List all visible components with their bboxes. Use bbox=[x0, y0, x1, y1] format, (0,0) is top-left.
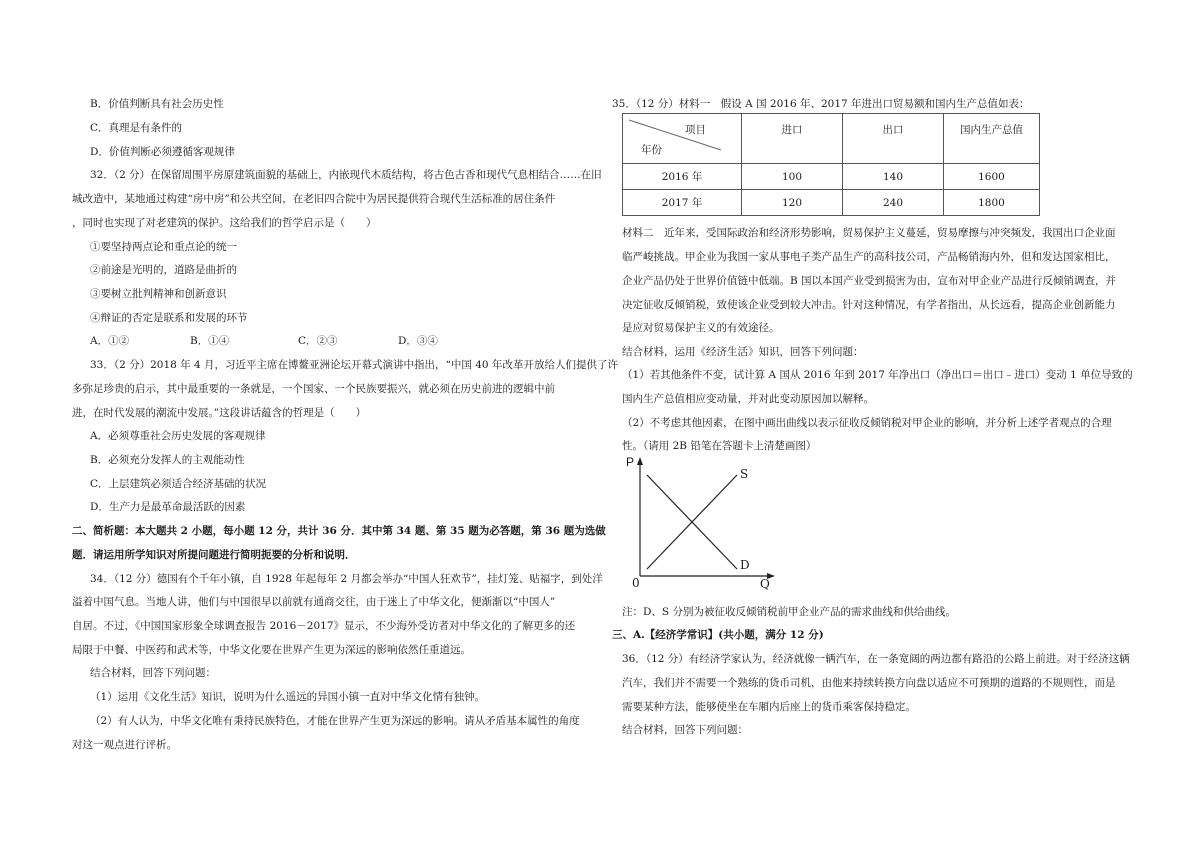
q31-option-c: C．真理是有条件的 bbox=[90, 122, 183, 134]
header-import: 进口 bbox=[742, 114, 843, 164]
q33-option-a: A．必须尊重社会历史发展的客观规律 bbox=[90, 430, 266, 442]
q36-prompt: 结合材料，回答下列问题： bbox=[622, 724, 748, 736]
q33-stem-line-1: 33．（2 分）2018 年 4 月，习近平主席在博鳌亚洲论坛开幕式演讲中指出，“中国 40 年改革开放给人们提供了许 bbox=[90, 359, 618, 371]
q34-stem-line-3: 自居。不过，《中国国家形象全球调查报告 2016－2017》显示，不少海外受访者对中华文化的了解更多的还 bbox=[72, 620, 576, 632]
q36-stem-line-1: 36．（12 分）有经济学家认为，经济就像一辆汽车，在一条宽阔的两边都有路沿的公路上前进。对于经济这辆 bbox=[622, 653, 1130, 665]
origin-label: 0 bbox=[632, 576, 640, 590]
row-export: 240 bbox=[843, 190, 944, 216]
curve-label-s: S bbox=[740, 467, 749, 481]
q33-stem-line-3: 进，在时代发展的潮流中发展。”这段讲话蕴含的哲理是（ ） bbox=[72, 407, 367, 419]
q34-question-1: （1）运用《文化生活》知识，说明为什么遥远的异国小镇一直对中华文化情有独钟。 bbox=[90, 691, 486, 703]
q32-stem-line-2: 城改造中，某地通过构建“房中房”和公共空间，在老旧四合院中为居民提供符合现代生活标准的居住条件 bbox=[72, 193, 556, 205]
row-gdp: 1600 bbox=[944, 164, 1040, 190]
q35-heading: 35．（12 分）材料一 假设 A 国 2016 年、2017 年进出口贸易额和国内生产总值如表： bbox=[612, 98, 1030, 110]
q34-stem-line-1: 34．（12 分）德国有个千年小镇，自 1928 年起每年 2 月都会举办“中国人狂欢节”，挂灯笼、贴福字，到处洋 bbox=[90, 573, 603, 585]
q32-item-3: ③要树立批判精神和创新意识 bbox=[90, 288, 227, 300]
q33-option-b: B．必须充分发挥人的主观能动性 bbox=[90, 454, 245, 466]
curve-label-d: D bbox=[740, 558, 750, 572]
q36-stem-line-3: 需要某种方法，能够使坐在车厢内后座上的货币乘客保持稳定。 bbox=[622, 701, 916, 713]
q33-option-d: D．生产力是最革命最活跃的因素 bbox=[90, 501, 246, 513]
q34-stem-line-2: 溢着中国气息。当地人讲，他们与中国很早以前就有通商交往，由于迷上了中华文化，便渐渐以“中国人” bbox=[72, 596, 556, 608]
table-header-row bbox=[623, 114, 1040, 164]
supply-demand-graph bbox=[620, 455, 780, 590]
q32-choice-b: B．①④ bbox=[190, 335, 230, 347]
trade-table bbox=[622, 113, 1040, 216]
graph-axes bbox=[620, 455, 780, 590]
section-2-heading-line-2: 题．请运用所学知识对所提问题进行简明扼要的分析和说明． bbox=[72, 549, 356, 561]
q31-option-d: D．价值判断必须遵循客观规律 bbox=[90, 146, 235, 158]
material-2-line-2: 临严峻挑战。甲企业为我国一家从事电子类产品生产的高科技公司，产品畅销海内外，但和发达国家相比， bbox=[622, 251, 1116, 263]
q35-question-1-line-2: 国内生产总值相应变动量，并对此变动原因加以解释。 bbox=[622, 393, 874, 405]
axis-label-p: P bbox=[626, 455, 635, 469]
corner-item-label: 项目 bbox=[685, 124, 706, 136]
q32-item-2: ②前途是光明的，道路是曲折的 bbox=[90, 264, 237, 276]
q34-question-2-line-2: 对这一观点进行评析。 bbox=[72, 739, 177, 751]
q35-question-2-line-2: 性。（请用 2B 铅笔在答题卡上清楚画图） bbox=[622, 440, 817, 452]
row-year: 2016 年 bbox=[623, 164, 742, 190]
table-row bbox=[623, 190, 1040, 216]
row-import: 100 bbox=[742, 164, 843, 190]
graph-note: 注：D、S 分别为被征收反倾销税前甲企业产品的需求曲线和供给曲线。 bbox=[622, 606, 956, 618]
header-gdp: 国内生产总值 bbox=[944, 114, 1040, 164]
q31-option-b: B．价值判断具有社会历史性 bbox=[90, 98, 224, 110]
q32-item-4: ④辩证的否定是联系和发展的环节 bbox=[90, 312, 248, 324]
q34-question-2-line-1: （2）有人认为，中华文化唯有秉持民族特色，才能在世界产生更为深远的影响。请从矛盾基本属性的角度 bbox=[90, 715, 580, 727]
table-row bbox=[623, 164, 1040, 190]
material-2-line-1: 材料二 近年来，受国际政治和经济形势影响，贸易保护主义蔓延，贸易摩擦与冲突频发，我国出口企业面 bbox=[622, 227, 1116, 239]
section-3-heading: 三、A.【经济学常识】(共小题，满分 12 分) bbox=[612, 629, 824, 641]
q35-prompt: 结合材料，运用《经济生活》知识，回答下列问题： bbox=[622, 346, 864, 358]
row-import: 120 bbox=[742, 190, 843, 216]
row-year: 2017 年 bbox=[623, 190, 742, 216]
q36-stem-line-2: 汽车，我们并不需要一个熟练的货币司机，由他来持续转换方向盘以适应不可预期的道路的不规则性，而是 bbox=[622, 677, 1116, 689]
section-2-heading-line-1: 二、简析题：本大题共 2 小题，每小题 12 分，共计 36 分．其中第 34 题、第 35 题为必答题，第 36 题为选做 bbox=[72, 525, 606, 537]
axis-label-q: Q bbox=[760, 577, 770, 591]
header-export: 出口 bbox=[843, 114, 944, 164]
q32-stem-line-1: 32．（2 分）在保留周围平房原建筑面貌的基础上，内嵌现代木质结构，将古色古香和现代气息相结合……在旧 bbox=[90, 169, 602, 181]
q33-option-c: C．上层建筑必须适合经济基础的状况 bbox=[90, 478, 267, 490]
q32-stem-line-3: ，同时也实现了对老建筑的保护。这给我们的哲学启示是（ ） bbox=[72, 217, 377, 229]
material-2-line-3: 企业产品仍处于世界价值链中低端。B 国以本国产业受到损害为由，宣布对甲企业产品进行反倾销调查，并 bbox=[622, 275, 1117, 287]
table-corner-cell bbox=[623, 114, 742, 164]
q32-choice-c: C．②③ bbox=[298, 335, 338, 347]
q32-choice-d: D．③④ bbox=[398, 335, 438, 347]
q35-question-1-line-1: （1）若其他条件不变，试计算 A 国从 2016 年到 2017 年净出口（净出口＝出口﹣进口）变动 1 单位导致的 bbox=[622, 369, 1133, 381]
q34-prompt: 结合材料，回答下列问题： bbox=[90, 667, 216, 679]
q34-stem-line-4: 局限于中餐、中医药和武术等，中华文化要在世界产生更为深远的影响依然任重道远。 bbox=[72, 644, 471, 656]
material-2-line-5: 是应对贸易保护主义的有效途径。 bbox=[622, 322, 780, 334]
q33-stem-line-2: 多弥足珍贵的启示，其中最重要的一条就是，一个国家、一个民族要振兴，就必须在历史前进的逻辑中前 bbox=[72, 383, 555, 395]
row-gdp: 1800 bbox=[944, 190, 1040, 216]
material-2-line-4: 决定征收反倾销税，致使该企业受到较大冲击。针对这种情况，有学者指出，从长远看，提高企业创新能力 bbox=[622, 299, 1116, 311]
corner-year-label: 年份 bbox=[641, 144, 662, 156]
q32-choice-a: A．①② bbox=[90, 335, 130, 347]
q35-question-2-line-1: （2）不考虑其他因素，在图中画出曲线以表示征收反倾销税对甲企业的影响，并分析上述学者观点的合理 bbox=[622, 417, 1112, 429]
q32-item-1: ①要坚持两点论和重点论的统一 bbox=[90, 241, 237, 253]
row-export: 140 bbox=[843, 164, 944, 190]
